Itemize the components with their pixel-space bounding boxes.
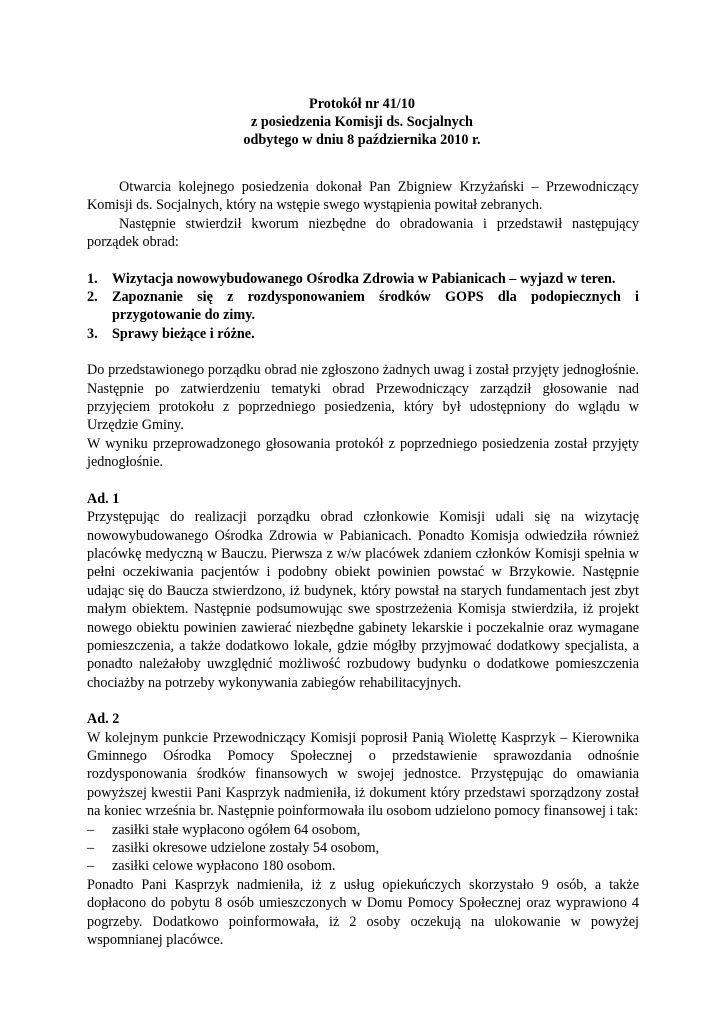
- intro-paragraph-1: Otwarcia kolejnego posiedzenia dokonał Pan Zbigniew Krzyżański – Przewodniczący Komisji ds. Socjalnych, który na wstępie swego wystąpienia powitał zebranych.: [87, 179, 639, 214]
- document-header: [0, 95, 724, 150]
- agenda-item-text: Sprawy bieżące i różne.: [112, 325, 255, 342]
- agenda-item-number: 3.: [87, 325, 98, 342]
- agenda-item-text: Zapoznanie się z rozdysponowaniem środków GOPS dla podopiecznych i przygotowanie do zimy.: [112, 289, 639, 324]
- list-item-text: zasiłki celowe wypłacono 180 osobom.: [112, 858, 336, 875]
- list-item: [87, 821, 639, 839]
- dash-bullet: –: [87, 858, 95, 875]
- agenda-item-number: 2.: [87, 289, 98, 306]
- ad2-heading: Ad. 2: [87, 711, 120, 728]
- protocol-title: Protokół nr 41/10: [309, 96, 415, 112]
- list-item: [87, 839, 639, 857]
- approval-paragraph: Do przedstawionego porządku obrad nie zgłoszono żadnych uwag i został przyjęty jednogłośnie. Następnie po zatwierdzeniu tematyki obrad Przewodniczący zarządził głosowanie nad przyjęciem protokołu z poprzedniego posiedzenia, który był udostępniony do wglądu w Urzędzie Gminy.: [87, 362, 639, 434]
- benefits-list: [87, 821, 639, 876]
- agenda-item: [87, 270, 639, 288]
- list-item: [87, 857, 639, 875]
- agenda-list: [87, 270, 639, 344]
- ad1-heading: Ad. 1: [87, 490, 120, 507]
- protocol-date: odbytego w dniu 8 października 2010 r.: [243, 132, 481, 149]
- agenda-item-number: 1.: [87, 270, 98, 287]
- vote-result-paragraph: W wyniku przeprowadzonego głosowania protokół z poprzedniego posiedzenia został przyjęty jednogłośnie.: [87, 435, 639, 471]
- agenda-item: [87, 325, 639, 343]
- spacer: [87, 252, 639, 270]
- spacer: [87, 343, 639, 361]
- list-item-text: zasiłki okresowe udzielone zostały 54 osobom,: [112, 840, 380, 856]
- dash-bullet: –: [87, 821, 95, 838]
- intro-paragraph-2: Następnie stwierdził kworum niezbędne do obradowania i przedstawił następujący porządek obrad:: [87, 215, 639, 251]
- ad2-closing-paragraph: Ponadto Pani Kasprzyk nadmieniła, iż z usług opiekuńczych skorzystało 9 osób, a także dopłacono do pobytu 8 osób umieszczonych w Domu Pomocy Społecznej oraz wyprawiono 4 pogrzeby. Dodatkowo poinformowała, iż 2 osoby oczekują na ulokowanie w powyżej wspomnianej placówce.: [87, 876, 639, 949]
- protocol-subtitle: z posiedzenia Komisji ds. Socjalnych: [251, 114, 473, 131]
- ad2-paragraph: W kolejnym punkcie Przewodniczący Komisji poprosił Panią Wiolettę Kasprzyk – Kierownika Gminnego Ośrodka Pomocy Społecznej o przedstawienie sprawozdania odnośnie rozdysponowania środków finansowych w swojej jednostce. Przystępując do omawiania powyższej kwestii Pani Kasprzyk nadmieniła, iż dokument który przedstawi sporządzony został na koniec września br. Następnie poinformowała ilu osobom udzielono pomocy finansowej i tak:: [87, 729, 639, 820]
- dash-bullet: –: [87, 840, 95, 856]
- spacer: [87, 472, 639, 490]
- list-item-text: zasiłki stałe wypłacono ogółem 64 osobom,: [112, 821, 361, 838]
- spacer: [87, 692, 639, 710]
- agenda-item-text: Wizytacja nowowybudowanego Ośrodka Zdrowia w Pabianicach – wyjazd w teren.: [112, 270, 616, 287]
- ad1-paragraph: Przystępując do realizacji porządku obrad członkowie Komisji udali się na wizytację nowowybudowanego Ośrodka Zdrowia w Pabianicach. Ponadto Komisja odwiedziła również placówkę medyczną w Bauczu. Pierwsza z w/w placówek zdaniem członków Komisji spełnia w pełni oczekiwania pacjentów i podobny obiekt powinien powstać w Brzykowie. Następnie udając się do Baucza stwierdzono, iż budynek, który powstał na starych fundamentach jest zbyt małym obiektem. Następnie podsumowując swe spostrzeżenia Komisja stwierdziła, iż projekt nowego obiektu powinien zawierać niezbędne gabinety lekarskie i poczekalnie oraz wymagane pomieszczenia, a także dodatkowo lokale, gdzie mógłby przyjmować dodatkowy specjalista, a ponadto należałoby uwzględnić możliwość rozbudowy budynku o dodatkowe pomieszczenia chociażby na potrzeby wykonywania zabiegów rehabilitacyjnych.: [87, 509, 639, 691]
- agenda-item: [87, 288, 639, 325]
- document-body: [87, 178, 639, 949]
